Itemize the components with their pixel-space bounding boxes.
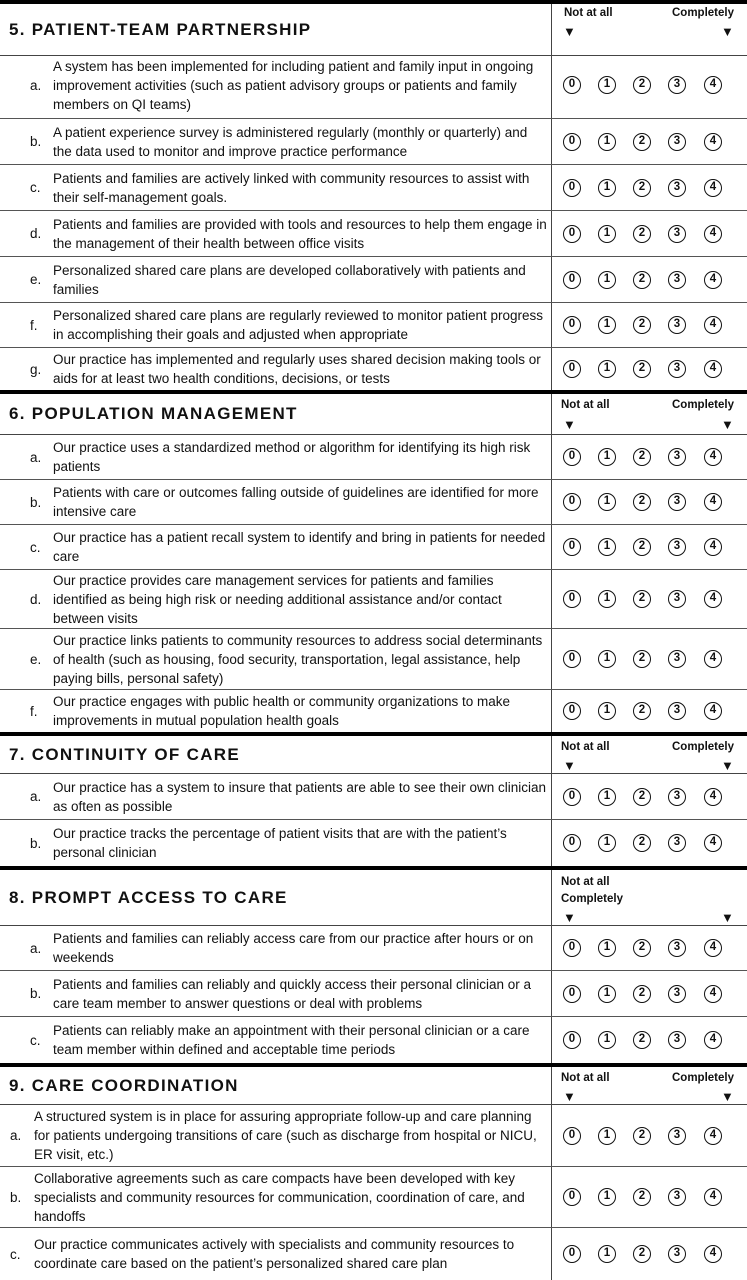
- rating-options: [551, 257, 747, 302]
- rating-4-option[interactable]: 4: [704, 702, 722, 720]
- rating-4-option[interactable]: 4: [704, 179, 722, 197]
- rating-4-option[interactable]: 4: [704, 834, 722, 852]
- completely-label: Completely: [672, 1072, 734, 1084]
- section-population-management: [0, 390, 747, 732]
- question-row: [0, 348, 747, 390]
- rating-1-option[interactable]: 1: [598, 133, 616, 151]
- section-title: 9. CARE COORDINATION: [9, 1075, 239, 1095]
- completely-label: Completely: [672, 7, 734, 19]
- rating-0-option[interactable]: 0: [563, 493, 581, 511]
- item-text: Patients and families can reliably access care from our practice after hours or on weekends: [53, 931, 534, 965]
- rating-2-option[interactable]: 2: [633, 76, 651, 94]
- rating-1-option[interactable]: 1: [598, 788, 616, 806]
- rating-scale-header: [551, 736, 747, 773]
- item-text: Patients and families are actively linked with community resources to assist with their self-management goals.: [53, 170, 530, 205]
- not-at-all-label: Not at all: [561, 399, 610, 411]
- rating-0-option[interactable]: 0: [563, 702, 581, 720]
- rating-1-option[interactable]: 1: [598, 590, 616, 608]
- rating-3-option[interactable]: 3: [668, 1188, 686, 1206]
- rating-options: [551, 820, 747, 866]
- rating-1-option[interactable]: 1: [598, 360, 616, 378]
- rating-2-option[interactable]: 2: [633, 939, 651, 957]
- rating-0-option[interactable]: 0: [563, 788, 581, 806]
- rating-options: [551, 774, 747, 819]
- not-at-all-label: Not at all: [561, 876, 610, 888]
- section-title: 5. PATIENT-TEAM PARTNERSHIP: [9, 19, 312, 39]
- item-letter: d.: [30, 591, 42, 607]
- rating-2-option[interactable]: 2: [633, 985, 651, 1003]
- rating-1-option[interactable]: 1: [598, 538, 616, 556]
- section-title: 6. POPULATION MANAGEMENT: [9, 404, 298, 423]
- completely-label: Completely: [672, 741, 734, 753]
- rating-4-option[interactable]: 4: [704, 271, 722, 289]
- rating-options: [551, 211, 747, 256]
- rating-0-option[interactable]: 0: [563, 448, 581, 466]
- rating-4-option[interactable]: 4: [704, 76, 722, 94]
- item-letter: d.: [30, 226, 42, 241]
- question-row: [0, 690, 747, 732]
- question-row: [0, 119, 747, 165]
- question-row: [0, 165, 747, 211]
- rating-scale-header: [551, 870, 747, 925]
- rating-2-option[interactable]: 2: [633, 179, 651, 197]
- rating-0-option[interactable]: 0: [563, 316, 581, 334]
- rating-options: [551, 926, 747, 970]
- item-text: Our practice provides care management services for patients and families identified as being high risk or needing additional assistance and/or contact between visits: [53, 572, 502, 626]
- rating-4-option[interactable]: 4: [704, 538, 722, 556]
- rating-3-option[interactable]: 3: [668, 316, 686, 334]
- question-row: [0, 1228, 747, 1280]
- question-row: [0, 480, 747, 525]
- item-text: Our practice uses a standardized method or algorithm for identifying its high risk patients: [53, 440, 531, 474]
- not-at-all-label: Not at all: [561, 1072, 610, 1084]
- item-letter: b.: [30, 134, 42, 149]
- rating-options: [551, 119, 747, 164]
- rating-2-option[interactable]: 2: [633, 1188, 651, 1206]
- item-letter: c.: [30, 539, 41, 555]
- rating-2-option[interactable]: 2: [633, 1031, 651, 1049]
- down-arrow-icon: ▼: [563, 910, 576, 925]
- rating-4-option[interactable]: 4: [704, 590, 722, 608]
- section-title: 8. PROMPT ACCESS TO CARE: [9, 887, 288, 907]
- item-text: Our practice has implemented and regularly uses shared decision making tools or aids for at least two health conditions, decisions, or tests: [53, 352, 541, 386]
- rating-options: [551, 1105, 747, 1166]
- question-row: [0, 525, 747, 570]
- rating-0-option[interactable]: 0: [563, 271, 581, 289]
- rating-scale-header: [551, 4, 747, 55]
- item-letter: c.: [30, 1032, 41, 1048]
- down-arrow-icon: ▼: [563, 1089, 576, 1104]
- item-text: Patients can reliably make an appointment with their personal clinician or a care team member within defined and acceptable time periods: [53, 1023, 530, 1057]
- question-row: [0, 52, 747, 119]
- question-row: [0, 435, 747, 480]
- rating-4-option[interactable]: 4: [704, 448, 722, 466]
- rating-1-option[interactable]: 1: [598, 1245, 616, 1263]
- section-prompt-access-to-care: [0, 866, 747, 1063]
- rating-3-option[interactable]: 3: [668, 788, 686, 806]
- down-arrow-icon: ▼: [563, 24, 576, 39]
- rating-0-option[interactable]: 0: [563, 1245, 581, 1263]
- rating-options: [551, 165, 747, 210]
- item-letter: f.: [30, 317, 38, 333]
- question-row: [0, 1105, 747, 1167]
- rating-0-option[interactable]: 0: [563, 225, 581, 243]
- rating-3-option[interactable]: 3: [668, 360, 686, 378]
- rating-4-option[interactable]: 4: [704, 1127, 722, 1145]
- rating-2-option[interactable]: 2: [633, 788, 651, 806]
- question-row: [0, 303, 747, 348]
- item-text: A system has been implemented for including patient and family input in ongoing improvement activities (such as patient advisory groups or patients and family members on QI teams): [53, 58, 534, 112]
- rating-3-option[interactable]: 3: [668, 1245, 686, 1263]
- item-text: A structured system is in place for assuring appropriate follow-up and care planning for patients undergoing transitions of care (such as discharge from hospital or NICU, ER visit, etc.): [34, 1109, 537, 1162]
- item-text: Our practice tracks the percentage of patient visits that are with the patient’s personal clinician: [53, 826, 507, 860]
- rating-options: [551, 1017, 747, 1063]
- rating-options: [551, 435, 747, 479]
- rating-1-option[interactable]: 1: [598, 1031, 616, 1049]
- down-arrow-icon: ▼: [721, 417, 734, 432]
- item-letter: c.: [10, 1246, 21, 1262]
- rating-3-option[interactable]: 3: [668, 448, 686, 466]
- item-letter: e.: [30, 272, 42, 287]
- rating-1-option[interactable]: 1: [598, 316, 616, 334]
- item-text: Our practice has a system to insure that patients are able to see their own clinician as often as possible: [53, 779, 547, 814]
- rating-0-option[interactable]: 0: [563, 1127, 581, 1145]
- rating-2-option[interactable]: 2: [633, 1245, 651, 1263]
- question-row: [0, 570, 747, 629]
- rating-2-option[interactable]: 2: [633, 271, 651, 289]
- rating-1-option[interactable]: 1: [598, 1188, 616, 1206]
- rating-3-option[interactable]: 3: [668, 538, 686, 556]
- rating-0-option[interactable]: 0: [563, 76, 581, 94]
- question-row: [0, 971, 747, 1017]
- question-row: [0, 257, 747, 303]
- rating-scale-header: [551, 1067, 747, 1104]
- completely-label: Completely: [672, 399, 734, 411]
- rating-0-option[interactable]: 0: [563, 985, 581, 1003]
- question-row: [0, 1017, 747, 1063]
- item-text: Personalized shared care plans are regularly reviewed to monitor patient progress in accomplishing their goals and adjusted when appropriate: [53, 308, 544, 342]
- rating-2-option[interactable]: 2: [633, 133, 651, 151]
- rating-0-option[interactable]: 0: [563, 1031, 581, 1049]
- rating-1-option[interactable]: 1: [598, 448, 616, 466]
- section-patient-team-partnership: [0, 0, 747, 390]
- rating-3-option[interactable]: 3: [668, 493, 686, 511]
- rating-3-option[interactable]: 3: [668, 179, 686, 197]
- rating-3-option[interactable]: 3: [668, 834, 686, 852]
- rating-2-option[interactable]: 2: [633, 702, 651, 720]
- question-row: [0, 926, 747, 971]
- rating-3-option[interactable]: 3: [668, 702, 686, 720]
- rating-0-option[interactable]: 0: [563, 360, 581, 378]
- rating-1-option[interactable]: 1: [598, 834, 616, 852]
- rating-4-option[interactable]: 4: [704, 650, 722, 668]
- rating-1-option[interactable]: 1: [598, 1127, 616, 1145]
- item-letter: b.: [10, 1189, 22, 1205]
- down-arrow-icon: ▼: [721, 1089, 734, 1104]
- item-letter: f.: [30, 703, 38, 719]
- section-continuity-of-care: [0, 732, 747, 866]
- rating-options: [551, 629, 747, 689]
- rating-options: [551, 525, 747, 569]
- item-letter: b.: [30, 835, 42, 851]
- rating-4-option[interactable]: 4: [704, 133, 722, 151]
- rating-3-option[interactable]: 3: [668, 1127, 686, 1145]
- rating-3-option[interactable]: 3: [668, 985, 686, 1003]
- item-letter: c.: [30, 180, 41, 195]
- down-arrow-icon: ▼: [563, 758, 576, 773]
- item-text: A patient experience survey is administered regularly (monthly or quarterly) and the data used to monitor and improve practice performance: [53, 124, 528, 159]
- rating-4-option[interactable]: 4: [704, 493, 722, 511]
- rating-options: [551, 480, 747, 524]
- rating-2-option[interactable]: 2: [633, 493, 651, 511]
- rating-4-option[interactable]: 4: [704, 316, 722, 334]
- question-row: [0, 774, 747, 820]
- question-row: [0, 1167, 747, 1228]
- rating-0-option[interactable]: 0: [563, 538, 581, 556]
- rating-scale-header: [551, 394, 747, 434]
- rating-options: [551, 52, 747, 118]
- item-letter: e.: [30, 651, 42, 667]
- rating-0-option[interactable]: 0: [563, 133, 581, 151]
- item-text: Patients and families are provided with tools and resources to help them engage in the management of their health between office visits: [53, 216, 547, 251]
- rating-2-option[interactable]: 2: [633, 1127, 651, 1145]
- down-arrow-icon: ▼: [563, 417, 576, 432]
- rating-0-option[interactable]: 0: [563, 939, 581, 957]
- rating-0-option[interactable]: 0: [563, 590, 581, 608]
- rating-3-option[interactable]: 3: [668, 1031, 686, 1049]
- section-care-coordination: [0, 1063, 747, 1280]
- down-arrow-icon: ▼: [721, 758, 734, 773]
- question-row: [0, 820, 747, 866]
- item-text: Collaborative agreements such as care compacts have been developed with key specialists and community resources for communication, coordination of care, and handoffs: [34, 1170, 525, 1224]
- rating-2-option[interactable]: 2: [633, 316, 651, 334]
- rating-4-option[interactable]: 4: [704, 360, 722, 378]
- rating-0-option[interactable]: 0: [563, 650, 581, 668]
- down-arrow-icon: ▼: [721, 24, 734, 39]
- item-text: Our practice links patients to community resources to address social determinants of health (such as housing, food security, transportation, legal assistance, help paying bills, personal safety): [53, 632, 543, 686]
- completely-label: Completely: [561, 893, 623, 905]
- rating-2-option[interactable]: 2: [633, 538, 651, 556]
- rating-options: [551, 303, 747, 347]
- section-header: [0, 732, 747, 774]
- rating-0-option[interactable]: 0: [563, 179, 581, 197]
- rating-0-option[interactable]: 0: [563, 1188, 581, 1206]
- rating-1-option[interactable]: 1: [598, 76, 616, 94]
- item-letter: a.: [30, 940, 42, 956]
- rating-3-option[interactable]: 3: [668, 590, 686, 608]
- rating-1-option[interactable]: 1: [598, 939, 616, 957]
- rating-options: [551, 1228, 747, 1280]
- rating-2-option[interactable]: 2: [633, 360, 651, 378]
- rating-2-option[interactable]: 2: [633, 590, 651, 608]
- rating-0-option[interactable]: 0: [563, 834, 581, 852]
- item-letter: a.: [10, 1128, 22, 1143]
- question-row: [0, 629, 747, 690]
- rating-1-option[interactable]: 1: [598, 702, 616, 720]
- rating-1-option[interactable]: 1: [598, 493, 616, 511]
- item-letter: b.: [30, 986, 42, 1001]
- rating-4-option[interactable]: 4: [704, 1188, 722, 1206]
- rating-1-option[interactable]: 1: [598, 650, 616, 668]
- item-text: Personalized shared care plans are developed collaboratively with patients and families: [53, 262, 526, 297]
- rating-4-option[interactable]: 4: [704, 788, 722, 806]
- rating-4-option[interactable]: 4: [704, 1245, 722, 1263]
- rating-options: [551, 348, 747, 390]
- not-at-all-label: Not at all: [564, 7, 613, 19]
- item-letter: a.: [30, 449, 42, 465]
- rating-3-option[interactable]: 3: [668, 76, 686, 94]
- item-letter: a.: [30, 77, 42, 93]
- item-text: Patients and families can reliably and quickly access their personal clinician or a care team member to answer questions or deal with problems: [53, 976, 531, 1011]
- rating-2-option[interactable]: 2: [633, 448, 651, 466]
- rating-1-option[interactable]: 1: [598, 225, 616, 243]
- section-title: 7. CONTINUITY OF CARE: [9, 744, 241, 764]
- rating-3-option[interactable]: 3: [668, 225, 686, 243]
- rating-4-option[interactable]: 4: [704, 939, 722, 957]
- section-header: [0, 0, 747, 56]
- section-header: [0, 866, 747, 926]
- rating-4-option[interactable]: 4: [704, 1031, 722, 1049]
- rating-2-option[interactable]: 2: [633, 225, 651, 243]
- item-text: Our practice communicates actively with specialists and community resources to coordinate care based on the patient’s personalized shared care plan: [34, 1237, 515, 1271]
- rating-1-option[interactable]: 1: [598, 985, 616, 1003]
- rating-1-option[interactable]: 1: [598, 179, 616, 197]
- rating-4-option[interactable]: 4: [704, 225, 722, 243]
- section-header: [0, 390, 747, 435]
- rating-3-option[interactable]: 3: [668, 133, 686, 151]
- section-header: [0, 1063, 747, 1105]
- rating-3-option[interactable]: 3: [668, 271, 686, 289]
- item-letter: g.: [30, 361, 42, 377]
- rating-4-option[interactable]: 4: [704, 985, 722, 1003]
- item-text: Our practice engages with public health or community organizations to make improvements in mutual population health goals: [53, 694, 510, 728]
- down-arrow-icon: ▼: [721, 910, 734, 925]
- rating-2-option[interactable]: 2: [633, 650, 651, 668]
- item-letter: b.: [30, 494, 42, 510]
- rating-options: [551, 570, 747, 628]
- rating-options: [551, 971, 747, 1016]
- rating-2-option[interactable]: 2: [633, 834, 651, 852]
- rating-3-option[interactable]: 3: [668, 939, 686, 957]
- item-text: Our practice has a patient recall system to identify and bring in patients for needed care: [53, 530, 546, 564]
- rating-3-option[interactable]: 3: [668, 650, 686, 668]
- item-text: Patients with care or outcomes falling outside of guidelines are identified for more intensive care: [53, 485, 539, 519]
- item-letter: a.: [30, 789, 42, 804]
- rating-1-option[interactable]: 1: [598, 271, 616, 289]
- question-row: [0, 211, 747, 257]
- rating-options: [551, 690, 747, 732]
- rating-options: [551, 1167, 747, 1227]
- not-at-all-label: Not at all: [561, 741, 610, 753]
